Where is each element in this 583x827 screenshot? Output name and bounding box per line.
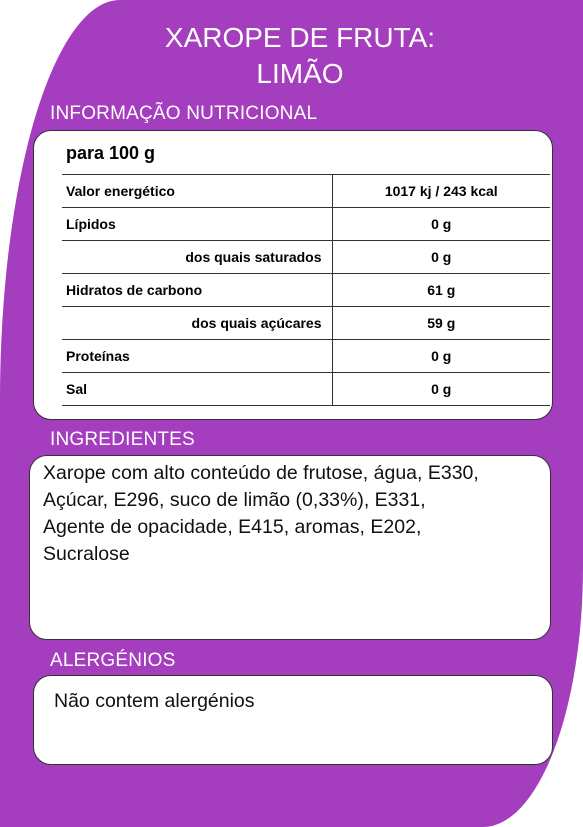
nutrient-value: 0 g	[332, 373, 550, 406]
per-100g-label: para 100 g	[66, 143, 156, 163]
nutrient-label: Sal	[62, 373, 332, 406]
table-row	[62, 340, 550, 373]
nutrient-label: Hidratos de carbono	[62, 274, 332, 307]
nutrient-label: Proteínas	[62, 340, 332, 373]
nutrient-value: 1017 kj / 243 kcal	[332, 175, 550, 208]
nutrition-heading: INFORMAÇÃO NUTRICIONAL	[50, 103, 318, 124]
nutrient-label: Lípidos	[62, 208, 332, 241]
ingredients-line: Agente de opacidade, E415, aromas, E202,	[43, 516, 422, 538]
table-row	[62, 274, 550, 307]
nutrient-label: Valor energético	[62, 175, 332, 208]
nutrient-value: 0 g	[332, 208, 550, 241]
nutrient-value: 0 g	[332, 241, 550, 274]
nutrient-value: 59 g	[332, 307, 550, 340]
allergens-text: Não contem alergénios	[54, 690, 255, 712]
table-row	[62, 307, 550, 340]
nutrient-value: 0 g	[332, 340, 550, 373]
table-row	[62, 241, 550, 274]
ingredients-line: Xarope com alto conteúdo de frutose, água, E330,	[43, 462, 479, 484]
table-row	[62, 373, 550, 406]
table-row	[62, 175, 550, 208]
ingredients-text	[43, 460, 548, 568]
allergens-heading: ALERGÉNIOS	[50, 650, 176, 671]
product-title-line1: XAROPE DE FRUTA:	[164, 22, 436, 53]
table-row	[62, 208, 550, 241]
nutrient-sublabel: dos quais saturados	[62, 241, 332, 274]
nutrition-box	[33, 130, 553, 420]
nutrient-sublabel: dos quais açúcares	[62, 307, 332, 340]
ingredients-line: Sucralose	[43, 543, 130, 565]
allergens-box	[33, 675, 553, 765]
nutrient-value: 61 g	[332, 274, 550, 307]
nutrition-table	[62, 174, 550, 406]
ingredients-line: Açúcar, E296, suco de limão (0,33%), E331,	[43, 489, 426, 511]
ingredients-heading: INGREDIENTES	[50, 429, 195, 450]
product-title-line2: LIMÃO	[256, 58, 344, 89]
ingredients-box	[29, 455, 551, 640]
